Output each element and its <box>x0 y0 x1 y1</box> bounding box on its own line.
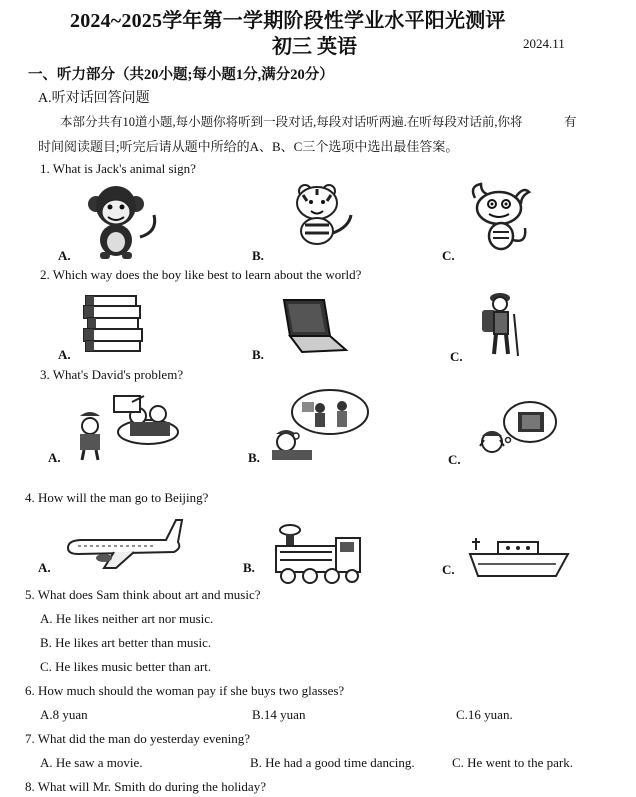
q1-option-b[interactable]: B. <box>252 248 264 263</box>
q6-answer-c[interactable]: C.16 yuan. <box>456 707 513 722</box>
question-6: 6. How much should the woman pay if she buys two glasses? <box>25 683 345 698</box>
instructions-line-1-end: 有 <box>564 115 577 129</box>
q1-option-a[interactable]: A. <box>58 248 71 263</box>
q4-option-a[interactable]: A. <box>38 560 51 575</box>
q2-option-b[interactable]: B. <box>252 347 264 362</box>
question-7: 7. What did the man do yesterday evening? <box>25 731 251 746</box>
q1-option-c[interactable]: C. <box>442 248 455 263</box>
exam-date: 2024.11 <box>523 36 565 51</box>
q7-answer-b[interactable]: B. He had a good time dancing. <box>250 755 415 770</box>
q4-option-c[interactable]: C. <box>442 562 455 577</box>
exam-subtitle: 初三 英语 <box>272 36 357 58</box>
instructions-line-2: 时间阅读题目;听完后请从题中所给的A、B、C三个选项中选出最佳答案。 <box>38 139 459 154</box>
question-4: 4. How will the man go to Beijing? <box>25 490 209 505</box>
kids-playing-icon <box>74 390 184 462</box>
part-a-heading: A.听对话回答问题 <box>38 91 150 106</box>
q5-answer-c[interactable]: C. He likes music better than art. <box>40 659 212 674</box>
q5-answer-a[interactable]: A. He likes neither art nor music. <box>40 611 214 626</box>
question-2: 2. Which way does the boy like best to learn about the world? <box>40 267 362 282</box>
instructions-line-1: 本部分共有10道小题,每小题你将听到一段对话,每段对话听两遍.在听每段对话前,你将 <box>60 115 523 129</box>
laptop-icon <box>278 298 348 356</box>
airplane-icon <box>64 518 184 574</box>
tv-thinking-icon <box>478 400 558 458</box>
books-icon <box>82 294 144 352</box>
question-5: 5. What does Sam think about art and music? <box>25 587 261 602</box>
q7-answer-c[interactable]: C. He went to the park. <box>452 755 573 770</box>
q3-option-a[interactable]: A. <box>48 450 61 465</box>
section-heading: 一、听力部分（共20小题;每小题1分,满分20分） <box>28 67 334 83</box>
q5-answer-b[interactable]: B. He likes art better than music. <box>40 635 212 650</box>
question-3: 3. What's David's problem? <box>40 367 184 382</box>
q4-option-b[interactable]: B. <box>243 560 255 575</box>
train-icon <box>266 524 366 584</box>
q6-answer-b[interactable]: B.14 yuan <box>252 707 306 722</box>
q6-answer-a[interactable]: A.8 yuan <box>40 707 88 722</box>
q2-option-a[interactable]: A. <box>58 347 71 362</box>
monkey-icon <box>80 182 160 260</box>
q3-option-c[interactable]: C. <box>448 452 461 467</box>
student-thinking-icon <box>270 388 370 464</box>
q2-option-c[interactable]: C. <box>450 349 463 364</box>
tiger-icon <box>285 183 357 249</box>
ship-icon <box>468 536 570 580</box>
hiker-icon <box>476 290 526 358</box>
q3-option-b[interactable]: B. <box>248 450 260 465</box>
dragon-icon <box>465 180 535 256</box>
q7-answer-a[interactable]: A. He saw a movie. <box>40 755 143 770</box>
exam-title: 2024~2025学年第一学期阶段性学业水平阳光测评 <box>70 10 506 32</box>
question-1: 1. What is Jack's animal sign? <box>40 161 196 176</box>
question-8: 8. What will Mr. Smith do during the holiday? <box>25 779 266 794</box>
